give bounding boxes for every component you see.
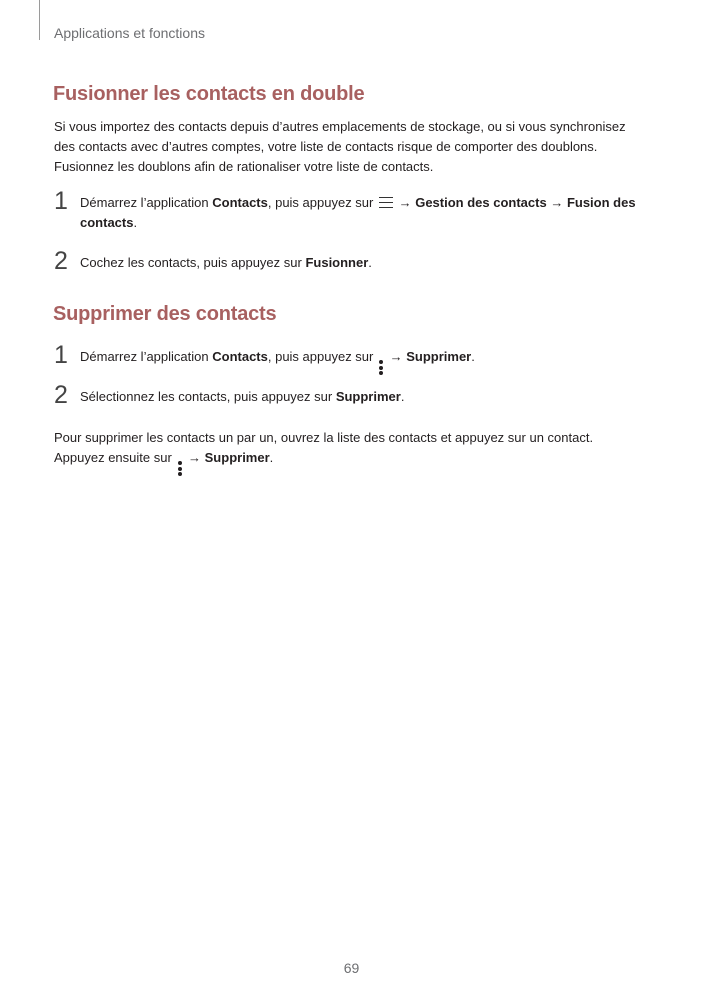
step-text-part: . xyxy=(471,349,475,364)
menu-path-item: contacts xyxy=(80,215,134,230)
more-options-icon xyxy=(177,461,182,476)
step-number: 1 xyxy=(54,341,68,369)
app-name: Contacts xyxy=(212,195,268,210)
note-line: Pour supprimer les contacts un par un, ouvrez la liste des contacts et appuyez sur un contact. xyxy=(54,430,594,445)
button-name: Fusionner xyxy=(305,255,369,270)
hamburger-menu-icon xyxy=(379,197,393,208)
note-text-part: Appuyez ensuite sur xyxy=(54,450,176,465)
step-text-part: . xyxy=(368,255,372,270)
running-header: Applications et fonctions xyxy=(54,25,205,41)
arrow: → xyxy=(385,349,407,364)
step-text xyxy=(80,387,655,407)
menu-path-item: Gestion des contacts xyxy=(415,195,547,210)
arrow: → xyxy=(184,450,205,465)
delete-note-paragraph xyxy=(54,428,654,476)
more-options-icon xyxy=(379,360,384,375)
menu-path-item: Fusion des xyxy=(566,195,636,210)
merge-intro-paragraph xyxy=(54,117,654,177)
step-text-part: Cochez les contacts, puis appuyez sur xyxy=(80,255,306,270)
intro-line: Fusionnez les doublons afin de rationaliser votre liste de contacts. xyxy=(54,159,434,174)
app-name: Contacts xyxy=(212,349,268,364)
note-text-part: . xyxy=(269,450,274,465)
intro-line: Si vous importez des contacts depuis d’autres emplacements de stockage, ou si vous synchronisez xyxy=(54,119,626,134)
section-title-merge: Fusionner les contacts en double xyxy=(53,83,365,105)
step-text-part: Démarrez l’application xyxy=(80,195,213,210)
page-number: 69 xyxy=(343,960,360,976)
margin-rule xyxy=(39,0,40,40)
note-line xyxy=(54,448,654,476)
menu-path-item: Supprimer xyxy=(406,349,472,364)
section-title-delete: Supprimer des contacts xyxy=(53,303,277,325)
step-number: 1 xyxy=(54,187,68,215)
intro-line: des contacts avec d’autres comptes, votre liste de contacts risque de comporter des doublons. xyxy=(54,139,598,154)
step-text-part: Démarrez l’application xyxy=(80,349,213,364)
step-text-part: , puis appuyez sur xyxy=(267,195,377,210)
arrow: → xyxy=(546,195,567,210)
step-number: 2 xyxy=(54,381,68,409)
button-name: Supprimer xyxy=(335,389,401,404)
step-text-part: . xyxy=(133,215,138,230)
step-text xyxy=(80,193,655,233)
step-text xyxy=(80,347,655,375)
step-text-part: , puis appuyez sur xyxy=(267,349,377,364)
menu-path-item: Supprimer xyxy=(204,450,270,465)
step-text-part: Sélectionnez les contacts, puis appuyez sur xyxy=(80,389,336,404)
step-text xyxy=(80,253,655,273)
step-number: 2 xyxy=(54,247,68,275)
arrow: → xyxy=(394,195,416,210)
step-text-part: . xyxy=(400,389,405,404)
